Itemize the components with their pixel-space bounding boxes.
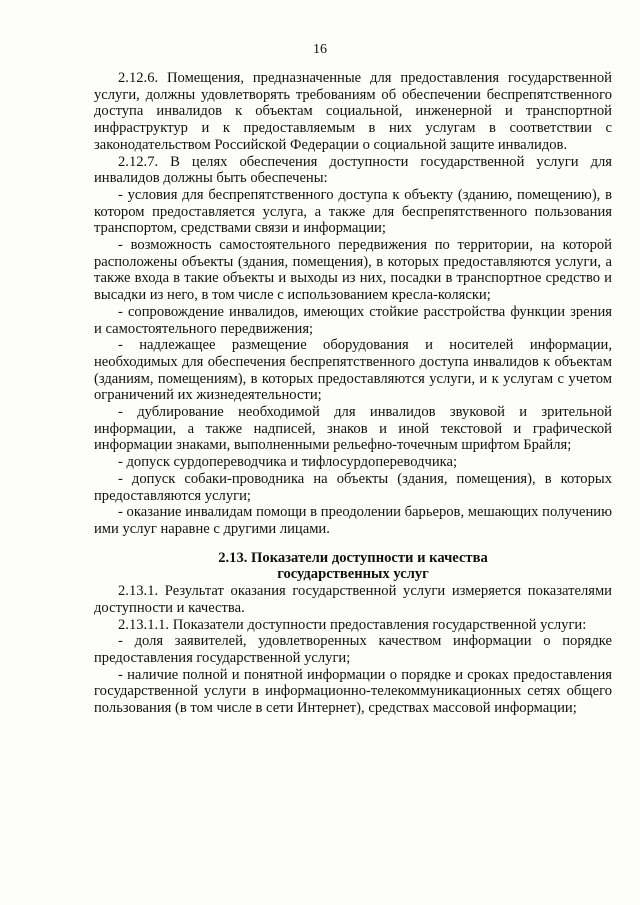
list-item: - условия для беспрепятственного доступа к объекту (зданию, помещению), в котором предоставляется услуга, а также для беспрепятственного пользования транспортом, средствами связи и информации; (94, 186, 612, 237)
paragraph-2-12-6: 2.12.6. Помещения, предназначенные для предоставления государственной услуги, должны удовлетворять требованиям об обеспечении беспрепятственного доступа инвалидов к объектам социальной, инженерной и транспортной инфраструктур и к предоставляемым в них услугам в соответствии с законодательством Российской Федерации о социальной защите инвалидов. (94, 70, 612, 153)
section-heading: 2.13. Показатели доступности и качества (218, 549, 488, 566)
list-item: - дублирование необходимой для инвалидов звуковой и зрительной информации, а также надписей, знаков и иной текстовой и графической информации знаками, выполненными рельефно-точечным шрифтом Брайля; (94, 404, 612, 454)
paragraph-2-13-1: 2.13.1. Результат оказания государственной услуги измеряется показателями доступности и качества. (94, 583, 612, 616)
document-body (94, 70, 612, 717)
list-item: - надлежащее размещение оборудования и носителей информации, необходимых для обеспечения беспрепятственного доступа инвалидов к объектам (зданиям, помещениям), в которых предоставляются услуги, и к услугам с учетом ограничений их жизнедеятельности; (94, 337, 612, 404)
section-heading-continued: государственных услуг (277, 566, 429, 583)
page-number: 16 (313, 42, 327, 57)
list-item: - оказание инвалидам помощи в преодолении барьеров, мешающих получению ими услуг наравне с другими лицами. (94, 504, 612, 537)
list-item: - наличие полной и понятной информации о порядке и сроках предоставления государственной услуги в информационно-телекоммуникационных сетях общего пользования (в том числе в сети Интернет), средствах массовой информации; (94, 666, 612, 717)
list-item: - доля заявителей, удовлетворенных качеством информации о порядке предоставления государственной услуги; (94, 633, 612, 666)
list-item: - сопровождение инвалидов, имеющих стойкие расстройства функции зрения и самостоятельного передвижения; (94, 303, 612, 337)
list-item: - возможность самостоятельного передвижения по территории, на которой расположены объекты (здания, помещения), в которых предоставляются услуги, а также входа в такие объекты и выходы из них, посадки в транспортное средство и высадки из него, в том числе с использованием кресла-коляски; (94, 237, 612, 304)
paragraph-2-12-7: 2.12.7. В целях обеспечения доступности государственной услуги для инвалидов должны быть обеспечены: (94, 153, 612, 187)
paragraph-2-13-1-1: 2.13.1.1. Показатели доступности предоставления государственной услуги: (118, 616, 587, 633)
list-item: - допуск собаки-проводника на объекты (здания, помещения), в которых предоставляются услуги; (94, 470, 612, 504)
list-item: - допуск сурдопереводчика и тифлосурдопереводчика; (118, 454, 458, 471)
